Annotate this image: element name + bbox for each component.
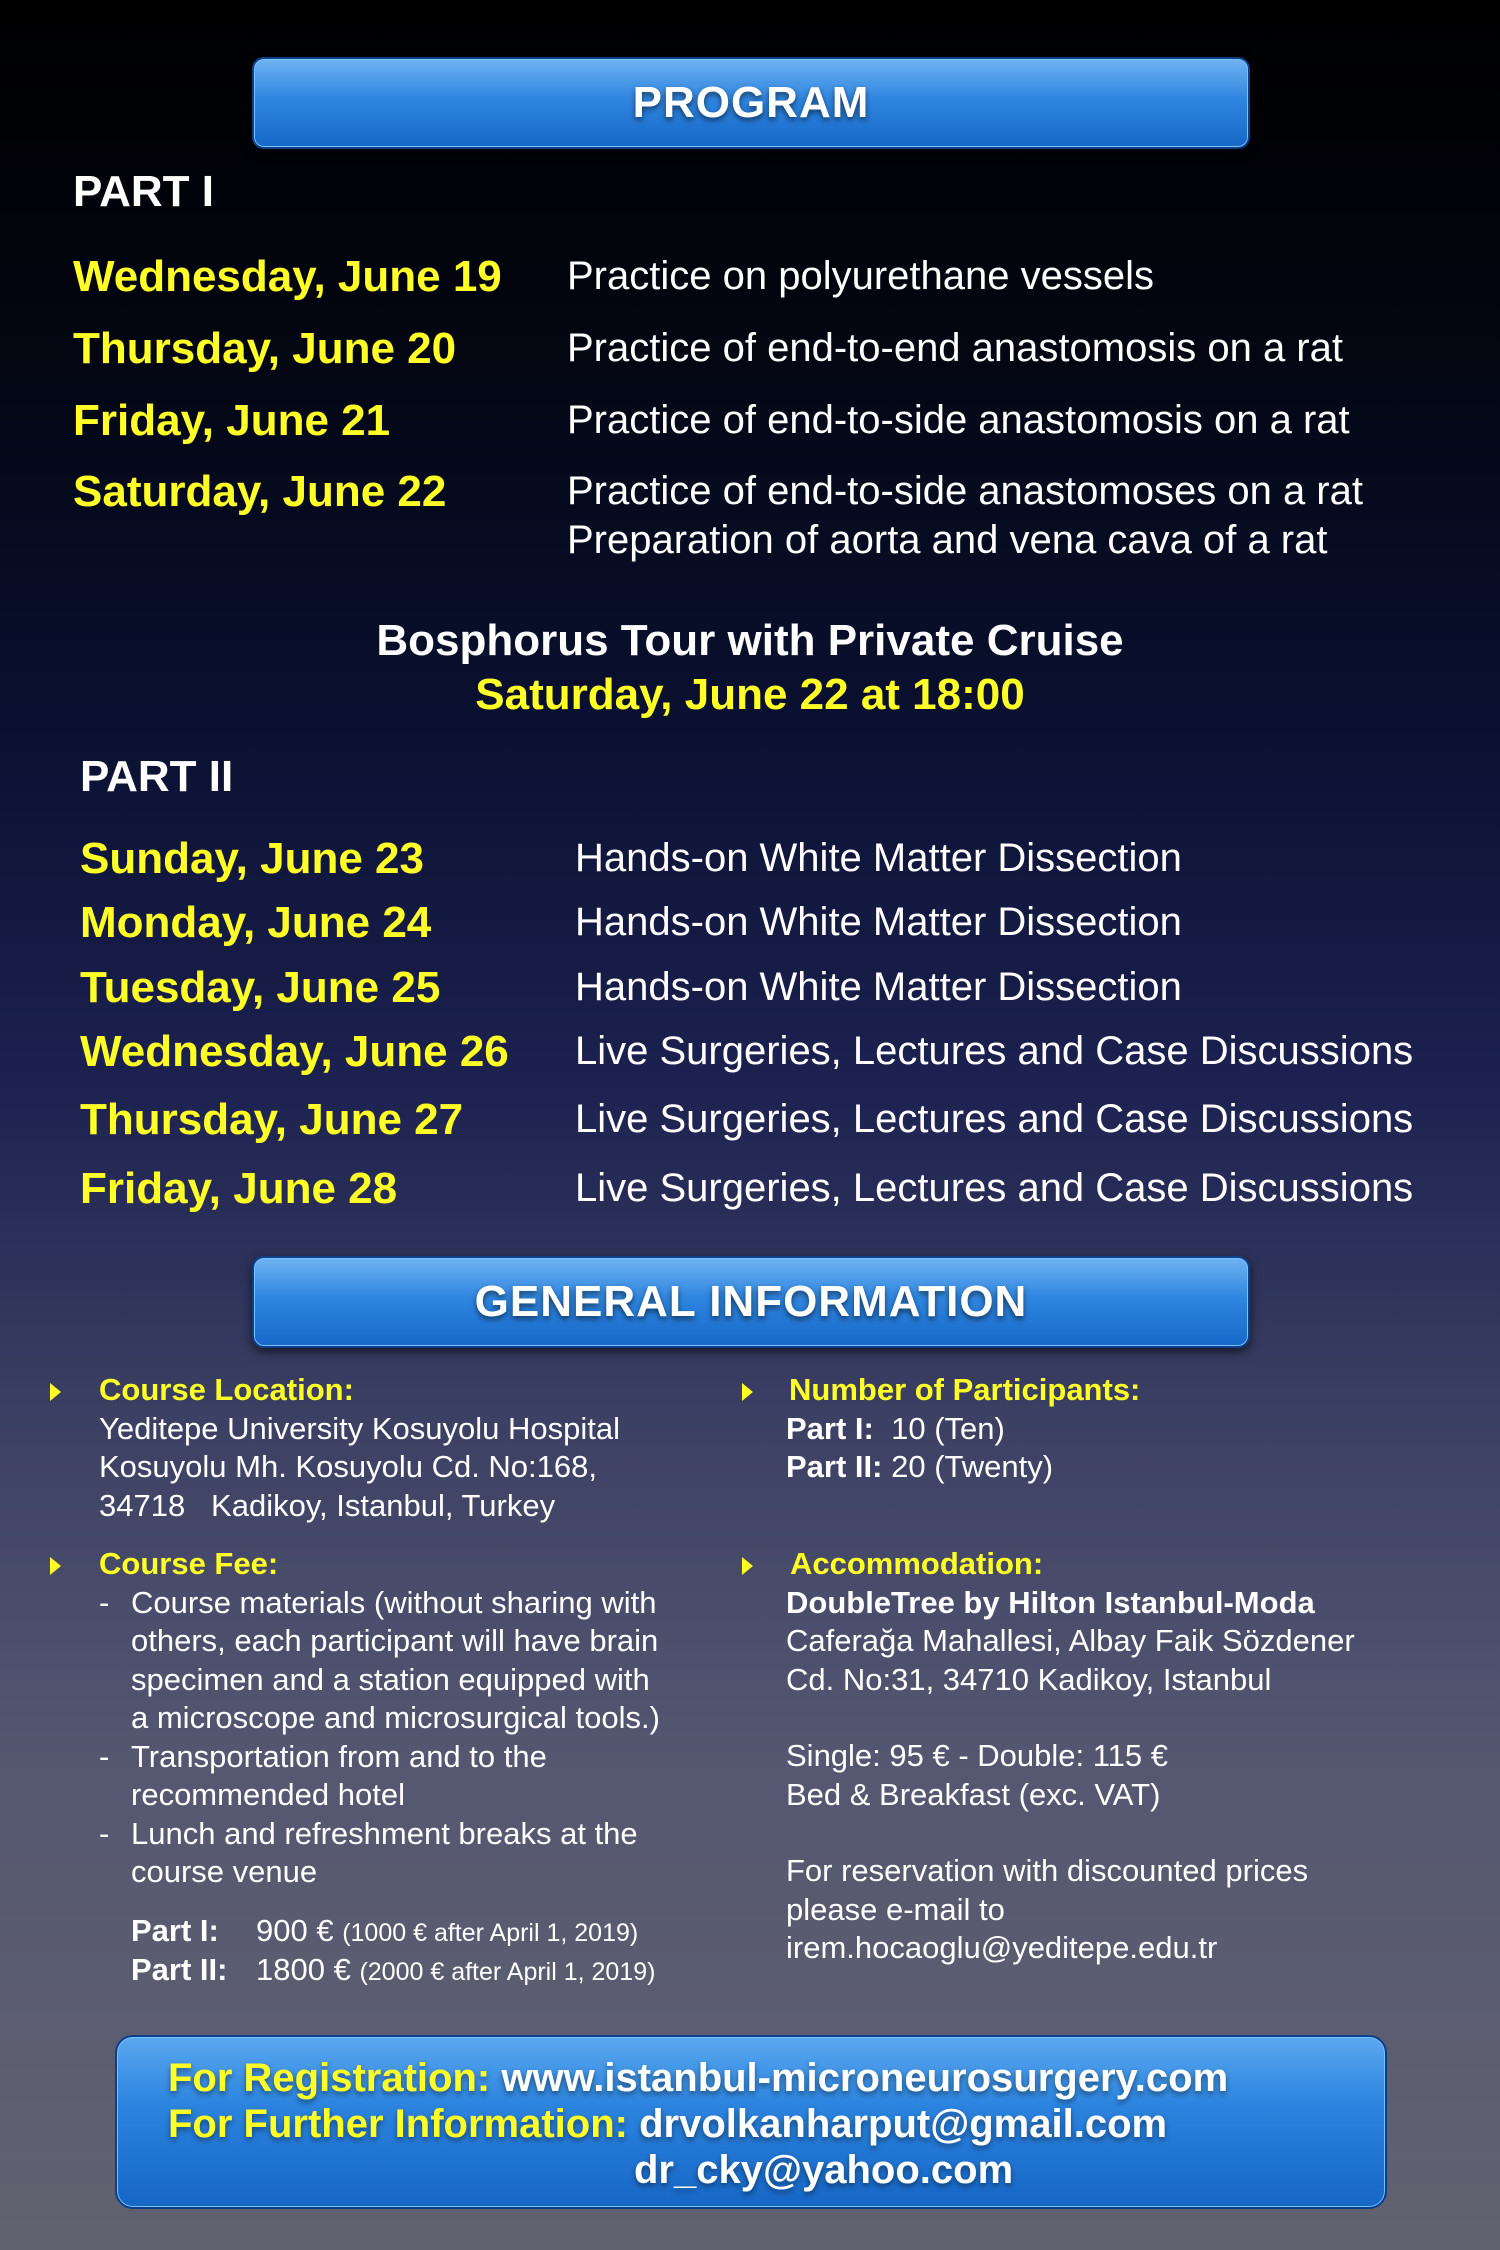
fee-price-value: 1800 € xyxy=(256,1951,351,1987)
participants-part1-value: 10 (Ten) xyxy=(891,1410,1005,1446)
schedule-day: Monday, June 24 xyxy=(80,898,432,947)
reservation-line: For reservation with discounted prices xyxy=(786,1853,1309,1888)
accommodation xyxy=(786,1545,1426,1968)
fee-price-label: Part II: xyxy=(131,1951,228,1987)
course-location xyxy=(99,1371,719,1525)
participants-part2 xyxy=(786,1448,1386,1487)
hotel-name: DoubleTree by Hilton Istanbul-Moda xyxy=(786,1584,1315,1620)
schedule-day: Friday, June 21 xyxy=(73,396,391,445)
program-banner: PROGRAM xyxy=(252,57,1250,149)
fee-item xyxy=(99,1584,739,1738)
further-info-label: For Further Information: xyxy=(168,2102,628,2146)
general-info-banner: GENERAL INFORMATION xyxy=(252,1256,1250,1348)
fee-item-line: others, each participant will have brain xyxy=(131,1623,659,1658)
hotel-rate-line: Single: 95 € - Double: 115 € xyxy=(786,1738,1169,1773)
hotel-address-line: Caferağa Mahallesi, Albay Faik Sözdener xyxy=(786,1623,1355,1658)
participants-part1-label: Part I: xyxy=(786,1410,874,1446)
schedule-day: Wednesday, June 19 xyxy=(73,252,502,301)
fee-item-dash: - xyxy=(99,1584,110,1620)
further-info-email2[interactable]: dr_cky@yahoo.com xyxy=(634,2148,1014,2192)
bullet-arrow-icon xyxy=(50,1383,61,1401)
schedule-activity: Live Surgeries, Lectures and Case Discussions xyxy=(575,1029,1414,1073)
schedule-activity: Live Surgeries, Lectures and Case Discussions xyxy=(575,1097,1414,1141)
fee-item-dash: - xyxy=(99,1815,110,1851)
fee-price-note: (2000 € after April 1, 2019) xyxy=(359,1957,656,1986)
schedule-day: Saturday, June 22 xyxy=(73,467,447,516)
bullet-arrow-icon xyxy=(742,1383,753,1401)
registration-label: For Registration: xyxy=(168,2056,491,2100)
participants-part2-value: 20 (Twenty) xyxy=(891,1449,1054,1484)
fee-item-line: Lunch and refreshment breaks at the xyxy=(131,1815,638,1851)
fee-price-part1 xyxy=(99,1912,739,1951)
fee-item-dash: - xyxy=(99,1738,110,1774)
schedule-activity: Practice on polyurethane vessels xyxy=(567,254,1154,298)
registration-box xyxy=(115,2035,1387,2209)
participants-heading: Number of Participants: xyxy=(789,1372,1141,1407)
schedule-activity: Live Surgeries, Lectures and Case Discussions xyxy=(575,1166,1414,1210)
participants-part1 xyxy=(786,1410,1386,1449)
further-info-email[interactable]: drvolkanharput@gmail.com xyxy=(639,2102,1168,2146)
hotel-address-line: Cd. No:31, 34710 Kadikoy, Istanbul xyxy=(786,1661,1272,1697)
further-info-line xyxy=(168,2102,1167,2147)
bullet-arrow-icon xyxy=(50,1557,61,1575)
schedule-activity: Hands-on White Matter Dissection xyxy=(575,836,1182,880)
part1-title: PART I xyxy=(73,167,214,216)
schedule-activity: Hands-on White Matter Dissection xyxy=(575,900,1182,944)
schedule-activity: Practice of end-to-side anastomosis on a rat xyxy=(567,398,1350,442)
registration-line xyxy=(168,2056,1228,2101)
fee-price-value: 900 € xyxy=(256,1912,334,1948)
schedule-day: Thursday, June 27 xyxy=(80,1095,464,1144)
location-line: Yeditepe University Kosuyolu Hospital xyxy=(99,1410,620,1446)
fee-item-line: recommended hotel xyxy=(131,1777,405,1812)
schedule-activity: Practice of end-to-end anastomosis on a rat xyxy=(567,326,1343,370)
course-location-heading: Course Location: xyxy=(99,1372,354,1407)
hotel-rate-line: Bed & Breakfast (exc. VAT) xyxy=(786,1776,1161,1812)
bullet-arrow-icon xyxy=(742,1557,753,1575)
schedule-activity: Practice of end-to-side anastomoses on a rat xyxy=(567,469,1363,513)
fee-item-line: specimen and a station equipped with xyxy=(131,1661,650,1697)
registration-url[interactable]: www.istanbul-microneurosurgery.com xyxy=(501,2056,1229,2100)
fee-item-line: a microscope and microsurgical tools.) xyxy=(131,1700,660,1735)
fee-item-line: Transportation from and to the xyxy=(131,1738,547,1774)
fee-price-label: Part I: xyxy=(131,1912,219,1948)
participants-part2-label: Part II: xyxy=(786,1449,883,1484)
tour-title: Bosphorus Tour with Private Cruise xyxy=(376,616,1124,665)
accommodation-heading: Accommodation: xyxy=(790,1546,1044,1581)
reservation-email[interactable]: irem.hocaoglu@yeditepe.edu.tr xyxy=(786,1930,1218,1965)
fee-price-part2 xyxy=(99,1951,739,1990)
fee-item-line: Course materials (without sharing with xyxy=(131,1584,657,1620)
schedule-day: Sunday, June 23 xyxy=(80,834,424,883)
location-line: Kosuyolu Mh. Kosuyolu Cd. No:168, xyxy=(99,1449,597,1484)
schedule-activity-line2: Preparation of aorta and vena cava of a rat xyxy=(567,518,1328,562)
schedule-activity: Hands-on White Matter Dissection xyxy=(575,965,1182,1009)
schedule-day: Thursday, June 20 xyxy=(73,324,457,373)
fee-item xyxy=(99,1815,739,1892)
course-fee-heading: Course Fee: xyxy=(99,1546,279,1581)
part2-title: PART II xyxy=(80,752,234,801)
schedule-day: Friday, June 28 xyxy=(80,1164,398,1213)
course-fee xyxy=(99,1545,739,1990)
reservation-line: please e-mail to xyxy=(786,1891,1005,1927)
fee-item xyxy=(99,1738,739,1815)
schedule-day: Tuesday, June 25 xyxy=(80,963,441,1012)
location-line: 34718 Kadikoy, Istanbul, Turkey xyxy=(99,1487,556,1523)
tour-time: Saturday, June 22 at 18:00 xyxy=(475,670,1025,719)
schedule-day: Wednesday, June 26 xyxy=(80,1027,509,1076)
participants xyxy=(786,1371,1386,1487)
fee-price-note: (1000 € after April 1, 2019) xyxy=(342,1918,639,1947)
fee-item-line: course venue xyxy=(131,1854,318,1889)
